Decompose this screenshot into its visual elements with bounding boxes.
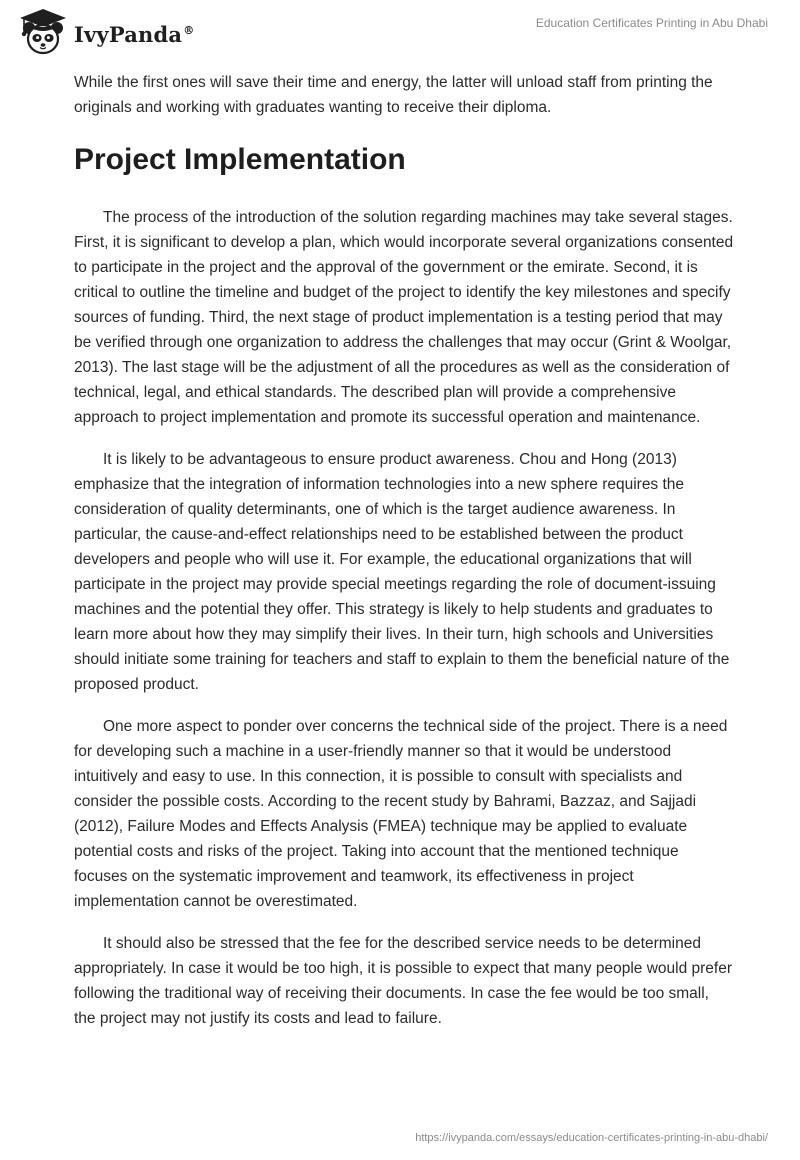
brand-name: IvyPanda®	[74, 21, 195, 47]
intro-paragraph: While the first ones will save their time and energy, the latter will unload staff from printing the originals and working with graduates wanting to receive their diploma.	[74, 74, 713, 116]
ivypanda-logo[interactable]	[14, 6, 194, 58]
page-header	[0, 0, 800, 64]
document-title: Education Certificates Printing in Abu Dhabi	[535, 16, 768, 30]
section-heading: Project Implementation	[74, 143, 406, 176]
registered-mark: ®	[183, 23, 195, 37]
panda-graduate-icon	[14, 6, 72, 58]
source-url[interactable]: https://ivypanda.com/essays/education-certificates-printing-in-abu-dhabi/	[415, 1132, 768, 1144]
body-paragraph-1: The process of the introduction of the solution regarding machines may take several stages. First, it is significant to develop a plan, which would incorporate several organizations consented to participate in the project and the approval of the government or the emirate. Second, it is critical to outline the timeline and budget of the project to identify the key milestones and specify sources of funding. Third, the next stage of product implementation is a testing period that may be verified through one organization to address the challenges that may occur (Grint & Woolgar, 2013). The last stage will be the adjustment of all the procedures as well as the consideration of technical, legal, and ethical standards. The described plan will provide a comprehensive approach to project implementation and promote its successful operation and maintenance.	[74, 209, 734, 426]
body-paragraph-3: One more aspect to ponder over concerns the technical side of the project. There is a need for developing such a machine in a user-friendly manner so that it would be understood intuitively and easy to use. In this connection, it is possible to consult with specialists and consider the possible costs. According to the recent study by Bahrami, Bazzaz, and Sajjadi (2012), Failure Modes and Effects Analysis (FMEA) technique may be applied to evaluate potential costs and risks of the project. Taking into account that the mentioned technique focuses on the systematic improvement and teamwork, its effectiveness in project implementation cannot be overestimated.	[74, 718, 728, 910]
essay-content	[74, 70, 734, 1048]
body-paragraph-4: It should also be stressed that the fee for the described service needs to be determined appropriately. In case it would be too high, it is possible to expect that many people would prefer following the traditional way of receiving their documents. In case the fee would be too small, the project may not justify its costs and lead to failure.	[74, 935, 732, 1027]
body-paragraph-2: It is likely to be advantageous to ensure product awareness. Chou and Hong (2013) emphasize that the integration of information technologies into a new sphere requires the consideration of quality determinants, one of which is the target audience awareness. In particular, the cause-and-effect relationships need to be established between the product developers and people who will use it. For example, the educational organizations that will participate in the project may provide special meetings regarding the role of document-issuing machines and the potential they offer. This strategy is likely to help students and graduates to learn more about how they may simplify their lives. In their turn, high schools and Universities should initiate some training for teachers and staff to explain to them the beneficial nature of the proposed product.	[74, 451, 730, 693]
